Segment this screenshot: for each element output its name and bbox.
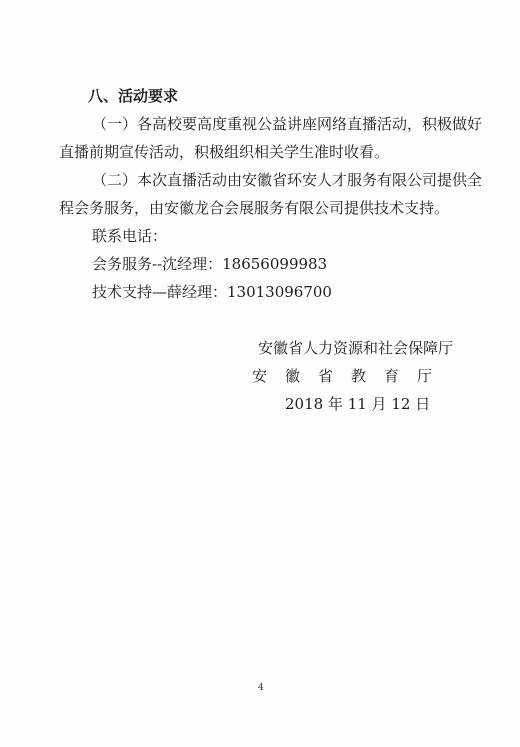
signature-org1: 安徽省人力资源和社会保障厅 xyxy=(258,339,454,357)
signature-org2: 安徽省教育厅 xyxy=(252,367,451,385)
item1-line1: （一）各高校要高度重视公益讲座网络直播活动，积极做好 xyxy=(92,115,483,133)
item2-line2: 程会务服务，由安徽龙合会展服务有限公司提供技术支持。 xyxy=(59,199,450,217)
section-heading: 八、活动要求 xyxy=(88,87,179,105)
contact-tech: 技术支持—薛经理：13013096700 xyxy=(92,283,332,301)
item1-line2: 直播前期宣传活动，积极组织相关学生准时收看。 xyxy=(59,143,390,161)
contacts-title: 联系电话： xyxy=(92,227,168,245)
item2-line1: （二）本次直播活动由安徽省环安人才服务有限公司提供全 xyxy=(92,171,483,189)
contact-service: 会务服务--沈经理：18656099983 xyxy=(92,255,328,273)
signature-date: 2018 年 11 月 12 日 xyxy=(285,395,431,413)
page-number: 4 xyxy=(258,683,264,693)
